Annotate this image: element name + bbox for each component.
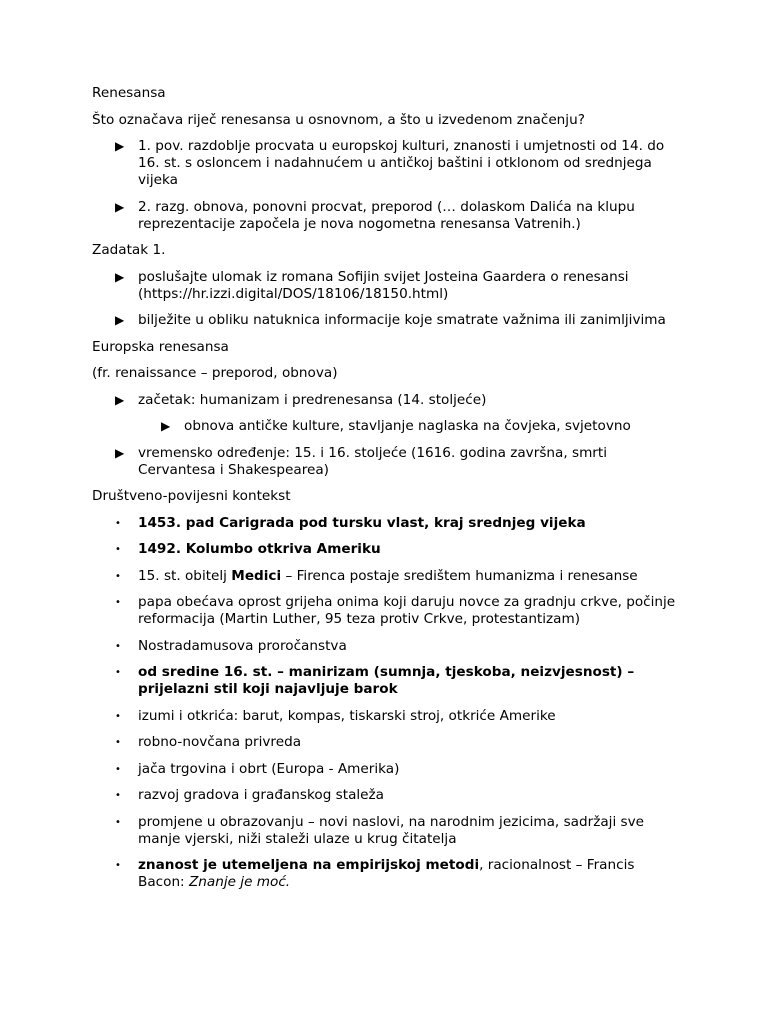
bullet-dot-icon: • <box>115 640 121 652</box>
text-run: – Firenca postaje središtem humanizma i renesanse <box>281 567 638 584</box>
cities-item <box>92 787 677 804</box>
mannerism-item <box>92 664 677 698</box>
inventions-item-text <box>138 708 556 724</box>
education-item <box>92 814 677 848</box>
science-item-text <box>138 857 634 890</box>
text-run: razvoj gradova i građanskog staleža <box>138 787 385 803</box>
text-run: promjene u obrazovanju – novi naslovi, na narodnim jezicima, sadržaji sve manje vjerski, niži staleži ulaze u krug čitatelja <box>138 813 645 847</box>
text-run: Društveno-povijesni kontekst <box>92 488 291 504</box>
arrow-bullet-icon: ▶ <box>115 313 125 327</box>
etymology-line-text <box>92 365 338 381</box>
question-line <box>92 112 677 129</box>
text-run: Nostradamusova proročanstva <box>138 637 347 654</box>
task-listen-item-text <box>138 269 629 302</box>
text-run: obnova antičke kulture, stavljanje naglaska na čovjeka, svjetovno <box>184 418 631 434</box>
task-listen-item <box>92 269 677 303</box>
bold-text: znanost je utemeljena na empirijskoj metodi <box>138 857 480 873</box>
etymology-line <box>92 365 677 382</box>
time-period-item-text <box>138 445 607 478</box>
trade-item-text <box>138 761 399 777</box>
text-run: papa obećava oprost grijeha onima koji daruju novce za gradnju crkve, počinje reformacija (Martin Luther, 95 teza protiv Crkve, protestantizam) <box>138 594 676 627</box>
medici-item <box>92 568 677 585</box>
heading-renesansa <box>92 85 677 102</box>
arrow-bullet-icon: ▶ <box>161 419 171 433</box>
bullet-dot-icon: • <box>115 816 121 828</box>
arrow-bullet-icon: ▶ <box>115 139 125 153</box>
text-run: 1. pov. razdoblje procvata u europskoj kulturi, znanosti i umjetnosti od 14. do 16. st. s osloncem i nadahnućem u antičkoj baštini i otklonom od srednjega vijeka <box>138 138 665 188</box>
text-run: Europska renesansa <box>92 338 229 355</box>
text-run: bilježite u obliku natuknica informacije koje smatrate važnima ili zanimljivima <box>138 312 666 328</box>
document-body <box>92 85 677 901</box>
arrow-bullet-icon: ▶ <box>115 445 125 460</box>
task-notes-item-text <box>138 312 666 328</box>
inventions-item <box>92 708 677 725</box>
nostradamus-item <box>92 638 677 655</box>
antiquity-revival-item-text <box>184 418 631 434</box>
question-line-text <box>92 112 585 128</box>
cities-item-text <box>138 787 384 803</box>
historical-context-heading <box>92 488 677 505</box>
nostradamus-item-text <box>138 638 347 654</box>
bullet-dot-icon: • <box>115 763 121 775</box>
meaning-2-item <box>92 199 677 233</box>
text-run: vremensko određenje: 15. i 16. stoljeće (1616. godina završna, smrti Cervantesa i Shakespearea) <box>138 444 608 478</box>
bullet-dot-icon: • <box>115 597 121 608</box>
reformation-item-text <box>138 594 675 627</box>
education-item-text <box>138 814 644 847</box>
heading-renesansa-text <box>92 85 166 101</box>
historical-context-heading-text <box>92 488 291 504</box>
text-run: (fr. renaissance – preporod, obnova) <box>92 365 338 381</box>
medici-item-text <box>138 568 638 584</box>
arrow-bullet-icon: ▶ <box>115 392 125 407</box>
bold-text: Medici <box>231 567 282 584</box>
meaning-2-item-text <box>138 199 635 232</box>
trade-item <box>92 761 677 778</box>
bold-text: 1492. Kolumbo otkriva Ameriku <box>138 541 381 557</box>
bullet-dot-icon: • <box>115 544 121 555</box>
text-run: robno-novčana privreda <box>138 734 302 750</box>
time-period-item <box>92 445 677 479</box>
constantinople-item <box>92 515 677 532</box>
bullet-dot-icon: • <box>115 737 121 748</box>
text-run: jača trgovina i obrt (Europa - Amerika) <box>138 760 400 777</box>
bullet-dot-icon: • <box>115 517 121 529</box>
arrow-bullet-icon: ▶ <box>115 269 125 284</box>
economy-item-text <box>138 734 301 750</box>
text-run: izumi i otkrića: barut, kompas, tiskarski stroj, otkriće Amerike <box>138 707 556 724</box>
text-run: poslušajte ulomak iz romana Sofijin svijet Josteina Gaardera o renesansi (https://hr.izzi.digital/DOS/18106/18150.html) <box>138 268 629 302</box>
beginning-item-text <box>138 392 486 408</box>
beginning-item <box>92 392 677 409</box>
text-run: 15. st. obitelj <box>138 567 232 584</box>
science-item <box>92 857 677 891</box>
mannerism-item-text <box>138 664 634 697</box>
text-run: začetak: humanizam i predrenesansa (14. stoljeće) <box>138 391 487 408</box>
constantinople-item-text <box>138 515 586 531</box>
text-run: Što označava riječ renesansa u osnovnom, a što u izvedenom značenju? <box>92 111 585 128</box>
columbus-item <box>92 541 677 558</box>
bullet-dot-icon: • <box>115 667 121 678</box>
task-heading-text <box>92 242 165 258</box>
economy-item <box>92 734 677 751</box>
bold-text: od sredine 16. st. – manirizam (sumnja, tjeskoba, neizvjesnost) – prijelazni stil koji najavljuje barok <box>138 664 635 697</box>
text-run: Zadatak 1. <box>92 242 166 258</box>
bullet-dot-icon: • <box>115 860 121 871</box>
bullet-dot-icon: • <box>115 790 121 801</box>
italic-text: Znanje je moć. <box>188 874 291 890</box>
european-renaissance-heading <box>92 339 677 356</box>
bullet-dot-icon: • <box>115 570 121 582</box>
columbus-item-text <box>138 541 381 557</box>
european-renaissance-heading-text <box>92 339 229 355</box>
bullet-dot-icon: • <box>115 710 121 722</box>
text-run: 2. razg. obnova, ponovni procvat, preporod (… dolaskom Dalića na klupu reprezentacije započela je nova nogometna renesansa Vatrenih.) <box>138 198 635 232</box>
task-heading <box>92 242 677 259</box>
meaning-1-item <box>92 138 677 189</box>
meaning-1-item-text <box>138 138 664 188</box>
arrow-bullet-icon: ▶ <box>115 199 125 214</box>
task-notes-item <box>92 312 677 329</box>
text-run: , racionalnost – Francis Bacon: <box>138 857 635 890</box>
antiquity-revival-item <box>92 418 677 435</box>
text-run: Renesansa <box>92 85 166 101</box>
bold-text: 1453. pad Carigrada pod tursku vlast, kraj srednjeg vijeka <box>138 514 586 531</box>
reformation-item <box>92 594 677 628</box>
